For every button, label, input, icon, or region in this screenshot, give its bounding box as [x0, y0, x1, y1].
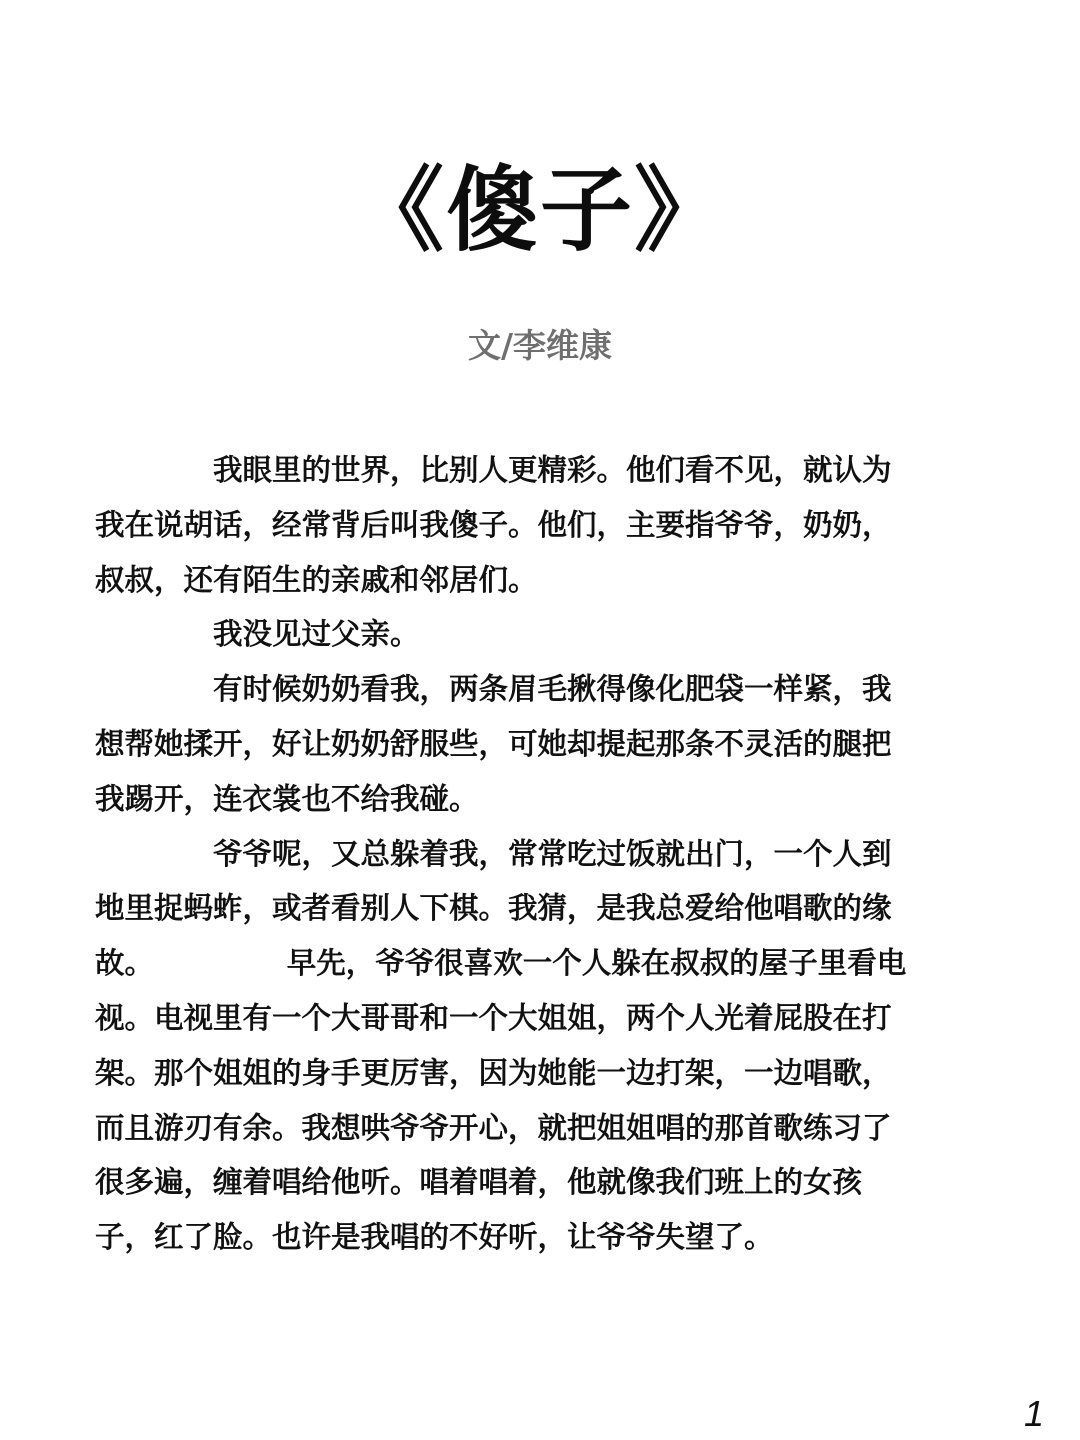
text-line: 而且游刃有余。我想哄爷爷开心，就把姐姐唱的那首歌练习了 [95, 1110, 892, 1145]
text-line: 视。电视里有一个大哥哥和一个大姐姐，两个人光着屁股在打 [95, 1000, 892, 1035]
author-byline: 文/李维康 [467, 326, 613, 365]
text-line: 故。 早先，爷爷很喜欢一个人躲在叔叔的屋子里看电 [95, 946, 907, 981]
text-line: 叔叔，还有陌生的亲戚和邻居们。 [95, 562, 538, 597]
text-line: 有时候奶奶看我，两条眉毛揪得像化肥袋一样紧，我 [95, 672, 892, 707]
text-line: 我眼里的世界，比别人更精彩。他们看不见，就认为 [95, 453, 892, 487]
text-line: 想帮她揉开，好让奶奶舒服些，可她却提起那条不灵活的腿把 [95, 726, 892, 761]
body-text [95, 443, 985, 1265]
text-line: 子，红了脸。也许是我唱的不好听，让爷爷失望了。 [95, 1220, 774, 1255]
document-title: 《傻子》 [351, 156, 728, 264]
text-line: 架。那个姐姐的身手更厉害，因为她能一边打架，一边唱歌， [95, 1055, 892, 1090]
text-line: 爷爷呢，又总躲着我，常常吃过饭就出门，一个人到 [95, 836, 892, 871]
page-number: 1 [1023, 1393, 1044, 1434]
text-line: 我踢开，连衣裳也不给我碰。 [95, 781, 479, 816]
text-line: 我没见过父亲。 [95, 617, 420, 652]
text-line: 很多遍，缠着唱给他听。唱着唱着，他就像我们班上的女孩 [95, 1165, 863, 1200]
text-line: 地里捉蚂蚱，或者看别人下棋。我猜，是我总爱给他唱歌的缘 [95, 891, 892, 926]
text-line: 我在说胡话，经常背后叫我傻子。他们，主要指爷爷，奶奶， [95, 507, 892, 542]
